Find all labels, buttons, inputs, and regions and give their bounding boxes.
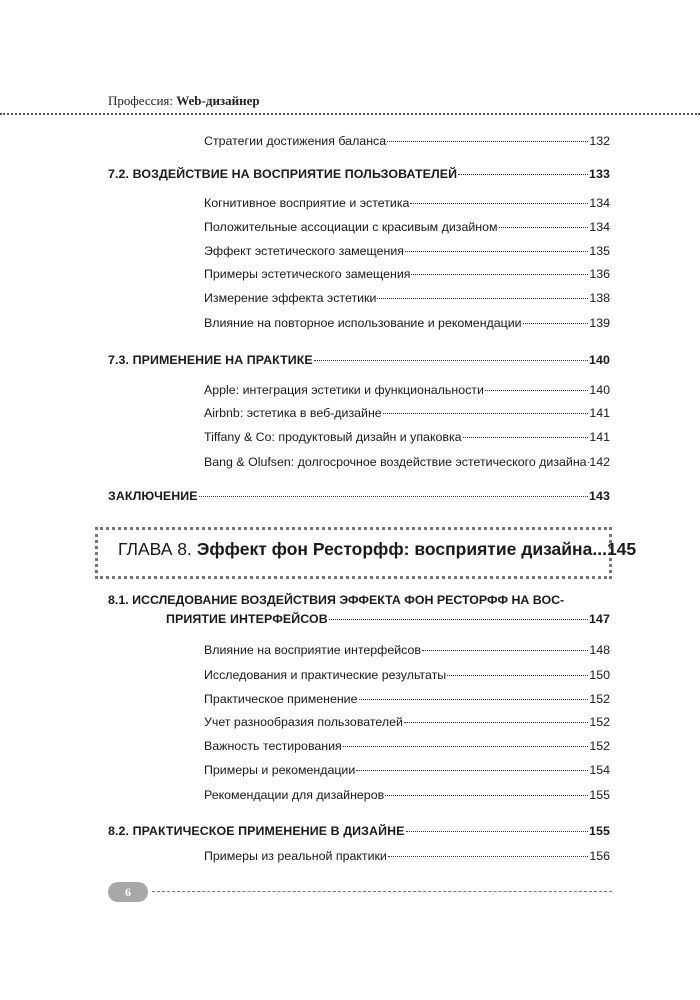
toc-entry[interactable] [204,692,610,706]
toc-heading-8-1-line1: 8.1. ИССЛЕДОВАНИЕ ВОЗДЕЙСТВИЯ ЭФФЕКТА ФОН РЕСТОРФФ НА ВОС- [108,593,565,607]
toc-leader [588,462,589,463]
toc-page: 154 [589,763,610,777]
toc-leader [387,141,588,142]
toc-entry[interactable] [204,715,610,729]
chapter-label: ГЛАВА 8. [118,539,192,559]
header-prefix: Профессия: [108,93,177,108]
toc-leader [343,746,589,747]
toc-leader [422,650,588,651]
chapter-title: Эффект фон Ресторфф: восприятие дизайна [196,539,593,559]
toc-leader [404,722,588,723]
toc-entry-title: Tiffany & Co: продуктовый дизайн и упаковка [204,430,462,444]
toc-page: 141 [589,406,610,420]
toc-leader [383,413,589,414]
toc-entry-title: Apple: интеграция эстетики и функциональности [204,383,484,397]
toc-entry-title: Практическое применение [204,692,358,706]
toc-entry[interactable] [204,406,610,420]
toc-leader [463,437,589,438]
toc-page: 139 [589,316,610,330]
toc-leader [523,323,589,324]
toc-entry-title: 7.2. ВОЗДЕЙСТВИЕ НА ВОСПРИЯТИЕ ПОЛЬЗОВАТЕЛЕЙ [108,167,458,181]
toc-page: 136 [589,267,610,281]
toc-page: 134 [589,196,610,210]
toc-page: 134 [589,220,610,234]
header-title: Web-дизайнер [176,93,260,108]
toc-leader [458,174,588,175]
toc-entry[interactable] [204,267,610,281]
running-header [108,93,260,109]
toc-entry[interactable] [204,383,610,397]
toc-entry[interactable] [204,430,610,444]
toc-entry-title: Измерение эффекта эстетики [204,291,377,305]
toc-page: 150 [589,668,610,682]
toc-leader [385,795,588,796]
toc-entry[interactable] [204,788,610,802]
chapter-leader: ... [592,539,607,559]
toc-page: 140 [589,383,610,397]
toc-entry-title: Эффект эстетического замещения [204,244,404,258]
toc-page: 135 [589,244,610,258]
toc-page: 152 [589,739,610,753]
chapter-heading[interactable] [118,539,637,560]
toc-entry[interactable] [204,316,610,330]
toc-leader [405,251,588,252]
toc-page: 152 [589,692,610,706]
toc-leader [388,856,588,857]
toc-leader [377,298,588,299]
toc-page: 133 [589,167,610,181]
toc-page: 148 [589,643,610,657]
toc-entry-title: Влияние на восприятие интерфейсов [204,643,421,657]
toc-entry[interactable] [204,291,610,305]
toc-entry-title: Влияние на повторное использование и рекомендации [204,316,522,330]
toc-leader [314,360,588,361]
toc-entry-title: 8.2. ПРАКТИЧЕСКОЕ ПРИМЕНЕНИЕ В ДИЗАЙНЕ [108,824,405,838]
toc-leader [199,496,588,497]
toc-entry-title: Когнитивное восприятие и эстетика [204,196,410,210]
toc-page: 143 [589,489,610,503]
toc-entry-title: Примеры и рекомендации [204,763,356,777]
toc-page: 147 [589,612,610,626]
toc-entry[interactable] [204,668,610,682]
toc-page: 132 [589,134,610,148]
toc-entry-title: Рекомендации для дизайнеров [204,788,385,802]
toc-entry[interactable] [204,196,610,210]
toc-page: 141 [589,430,610,444]
toc-leader [329,619,588,620]
toc-entry[interactable] [204,739,610,753]
toc-section-entry[interactable] [108,824,610,838]
toc-leader [499,227,589,228]
toc-entry-title: Примеры из реальной практики [204,849,387,863]
toc-entry-title: ЗАКЛЮЧЕНИЕ [108,489,198,503]
toc-leader [359,699,589,700]
toc-page: 138 [589,291,610,305]
header-divider [0,113,700,115]
footer-divider [152,891,612,892]
toc-entry[interactable] [204,455,610,469]
toc-entry[interactable] [204,244,610,258]
toc-page: 152 [589,715,610,729]
toc-entry-title: Стратегии достижения баланса [204,134,387,148]
toc-entry-title: Положительные ассоциации с красивым дизайном [204,220,498,234]
chapter-page: 145 [606,539,637,559]
toc-leader [356,770,588,771]
toc-entry[interactable] [204,763,610,777]
toc-section-entry[interactable] [108,167,610,181]
toc-entry-title: Примеры эстетического замещения [204,267,411,281]
toc-leader [411,274,588,275]
toc-entry[interactable] [204,643,610,657]
toc-leader [406,831,589,832]
toc-entry-title: Важность тестирования [204,739,342,753]
toc-entry-title: Исследования и практические результаты [204,668,447,682]
toc-entry-title: Bang & Olufsen: долгосрочное воздействие эстетического дизайна [204,455,587,469]
toc-page: 140 [589,353,610,367]
toc-entry[interactable] [204,134,610,148]
toc-leader [410,203,588,204]
toc-page: 156 [589,849,610,863]
page-number-badge: 6 [108,882,148,902]
toc-section-entry[interactable] [108,353,610,367]
toc-entry[interactable] [204,849,610,863]
toc-leader [447,675,588,676]
toc-page: 155 [589,788,610,802]
toc-entry-title: 7.3. ПРИМЕНЕНИЕ НА ПРАКТИКЕ [108,353,313,367]
toc-entry-title: Airbnb: эстетика в веб-дизайне [204,406,382,420]
toc-leader [485,390,588,391]
toc-section-entry[interactable] [108,489,610,503]
toc-entry[interactable] [204,220,610,234]
toc-page: 155 [589,824,610,838]
toc-entry-title: Учет разнообразия пользователей [204,715,403,729]
toc-heading-8-1[interactable] [166,612,610,626]
toc-page: 142 [589,455,610,469]
toc-heading-8-1-line2: ПРИЯТИЕ ИНТЕРФЕЙСОВ [166,612,328,626]
